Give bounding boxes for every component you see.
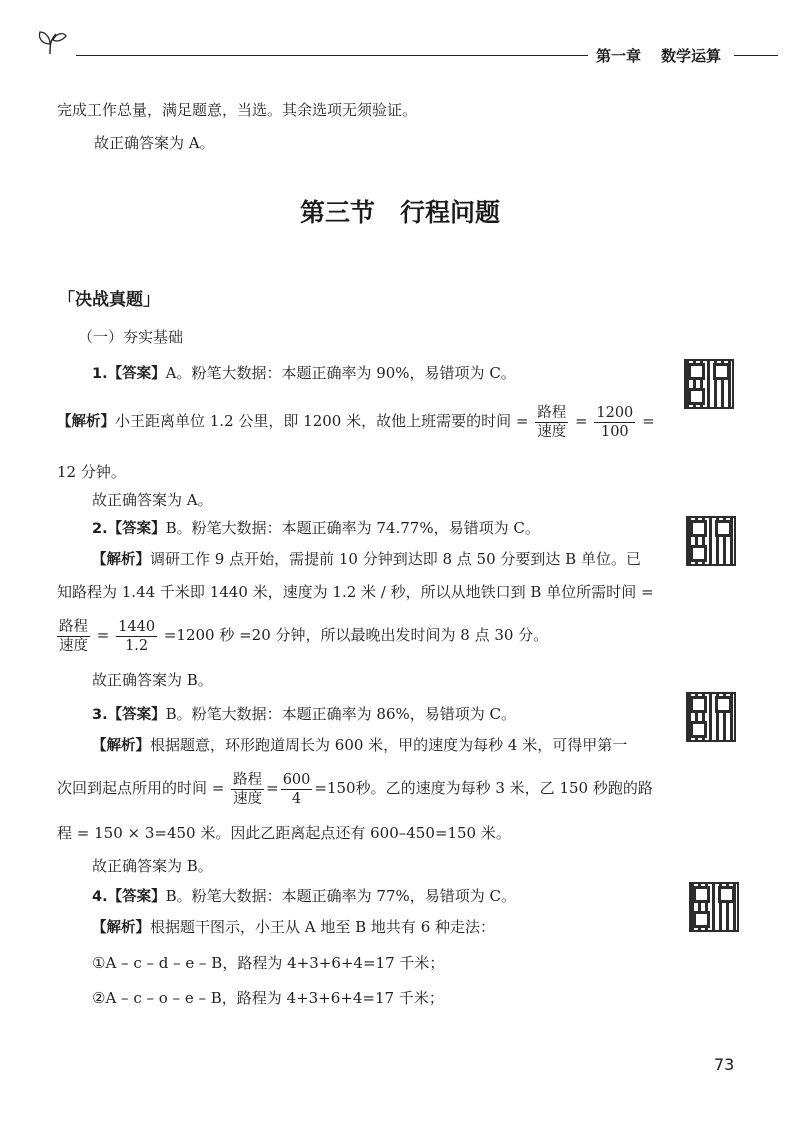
- fraction-denominator: 4: [291, 790, 302, 807]
- fraction: [116, 618, 157, 655]
- answer-tag: 1.【答案】: [92, 366, 166, 382]
- q1-analysis: [57, 402, 655, 441]
- answer-text: A。粉笔大数据：本题正确率为 90%，易错项为 C。: [165, 364, 516, 382]
- q2-analysis: [92, 549, 641, 570]
- q1-answer: [92, 363, 516, 384]
- q4-analysis: [92, 917, 495, 938]
- q2-answer: [92, 518, 540, 539]
- page-number: 73: [714, 1055, 735, 1074]
- fraction-denominator: 速度: [233, 790, 263, 807]
- analysis-tag: 【解析】: [92, 920, 150, 936]
- formula-rest: =1200 秒 =20 分钟，所以最晚出发时间为 8 点 30 分。: [163, 626, 549, 644]
- conclusion: 故正确答案为 B。: [92, 671, 213, 689]
- equals-sign: =: [96, 626, 110, 644]
- conclusion: 故正确答案为 A。: [92, 491, 213, 509]
- fraction-numerator: 路程: [59, 618, 88, 635]
- answer-text: B。粉笔大数据：本题正确率为 74.77%，易错项为 C。: [165, 519, 540, 537]
- body-line: 故正确答案为 A。: [94, 134, 215, 152]
- conclusion: 故正确答案为 B。: [92, 857, 213, 875]
- fraction-numerator: 路程: [233, 771, 263, 788]
- answer-tag: 2.【答案】: [92, 521, 166, 537]
- answer-tag: 3.【答案】: [92, 707, 166, 723]
- analysis-tag: 【解析】: [57, 414, 115, 430]
- equals-sign: =: [575, 412, 588, 430]
- leaf-ornament-icon: [36, 30, 80, 56]
- body-line: 12 分钟。: [57, 463, 126, 481]
- bracket-open-icon: 「: [58, 290, 75, 310]
- q3-answer: [92, 704, 516, 725]
- q2-formula: [57, 615, 548, 655]
- header-topic: 数学运算: [661, 47, 722, 65]
- analysis-tag: 【解析】: [92, 738, 150, 754]
- answer-text: B。粉笔大数据：本题正确率为 86%，易错项为 C。: [165, 705, 516, 723]
- fraction: [594, 404, 635, 441]
- formula-lead: 次回到起点所用的时间 =: [57, 779, 225, 797]
- analysis-text: 调研工作 9 点开始，需提前 10 分钟到达即 8 点 50 分要到达 B 单位。已: [150, 550, 641, 568]
- bracket-close-icon: 」: [143, 290, 160, 310]
- header-rule-left: [76, 55, 588, 56]
- answer-tag: 4.【答案】: [92, 889, 166, 905]
- analysis-text: 根据题意，环形跑道周长为 600 米，甲的速度为每秒 4 米，可得甲第一: [150, 736, 628, 754]
- analysis-tag: 【解析】: [92, 552, 150, 568]
- fraction-numerator: 路程: [537, 404, 567, 421]
- analysis-text: 小王距离单位 1.2 公里，即 1200 米，故他上班需要的时间 =: [115, 412, 529, 430]
- fraction: [231, 771, 264, 808]
- q3-analysis: [92, 735, 627, 756]
- qr-code-icon: [686, 516, 736, 566]
- box-title-text: 决战真题: [75, 290, 143, 310]
- fraction-denominator: 速度: [59, 637, 88, 654]
- route-item: ①A – c – d – e – B，路程为 4+3+6+4=17 千米；: [92, 954, 445, 972]
- qr-code-icon: [684, 359, 734, 409]
- route-item: ②A – c – o – e – B，路程为 4+3+6+4=17 千米；: [92, 989, 444, 1007]
- analysis-text: 根据题干图示，小王从 A 地至 B 地共有 6 种走法：: [150, 918, 496, 936]
- fraction-denominator: 速度: [537, 423, 567, 440]
- box-title: [58, 285, 160, 310]
- header-chapter: 第一章: [596, 47, 642, 65]
- fraction-denominator: 1.2: [125, 637, 149, 654]
- fraction-numerator: 600: [282, 771, 311, 788]
- equals-sign: =: [266, 779, 279, 797]
- q3-formula: [57, 768, 653, 808]
- qr-code-icon: [686, 692, 736, 742]
- qr-code-icon: [689, 882, 739, 932]
- body-line: 完成工作总量，满足题意，当选。其余选项无须验证。: [57, 101, 418, 119]
- answer-text: B。粉笔大数据：本题正确率为 77%，易错项为 C。: [165, 887, 516, 905]
- body-line: 知路程为 1.44 千米即 1440 米，速度为 1.2 米 / 秒，所以从地铁口到 B 单位所需时间 =: [57, 583, 654, 601]
- fraction: [535, 404, 568, 441]
- fraction: [57, 618, 90, 655]
- section-title: 第三节 行程问题: [300, 198, 501, 227]
- subsection-heading: （一）夯实基础: [78, 328, 184, 346]
- fraction-denominator: 100: [600, 423, 629, 440]
- header-rule-right: [734, 55, 778, 56]
- q4-answer: [92, 886, 516, 907]
- fraction: [281, 771, 313, 808]
- fraction-numerator: 1440: [118, 618, 156, 635]
- fraction-numerator: 1200: [596, 404, 634, 421]
- formula-rest: =150秒。乙的速度为每秒 3 米，乙 150 秒跑的路: [314, 779, 653, 797]
- body-line: 程 = 150 × 3=450 米。因此乙距离起点还有 600–450=150 米。: [57, 824, 511, 842]
- equals-sign: =: [642, 412, 655, 430]
